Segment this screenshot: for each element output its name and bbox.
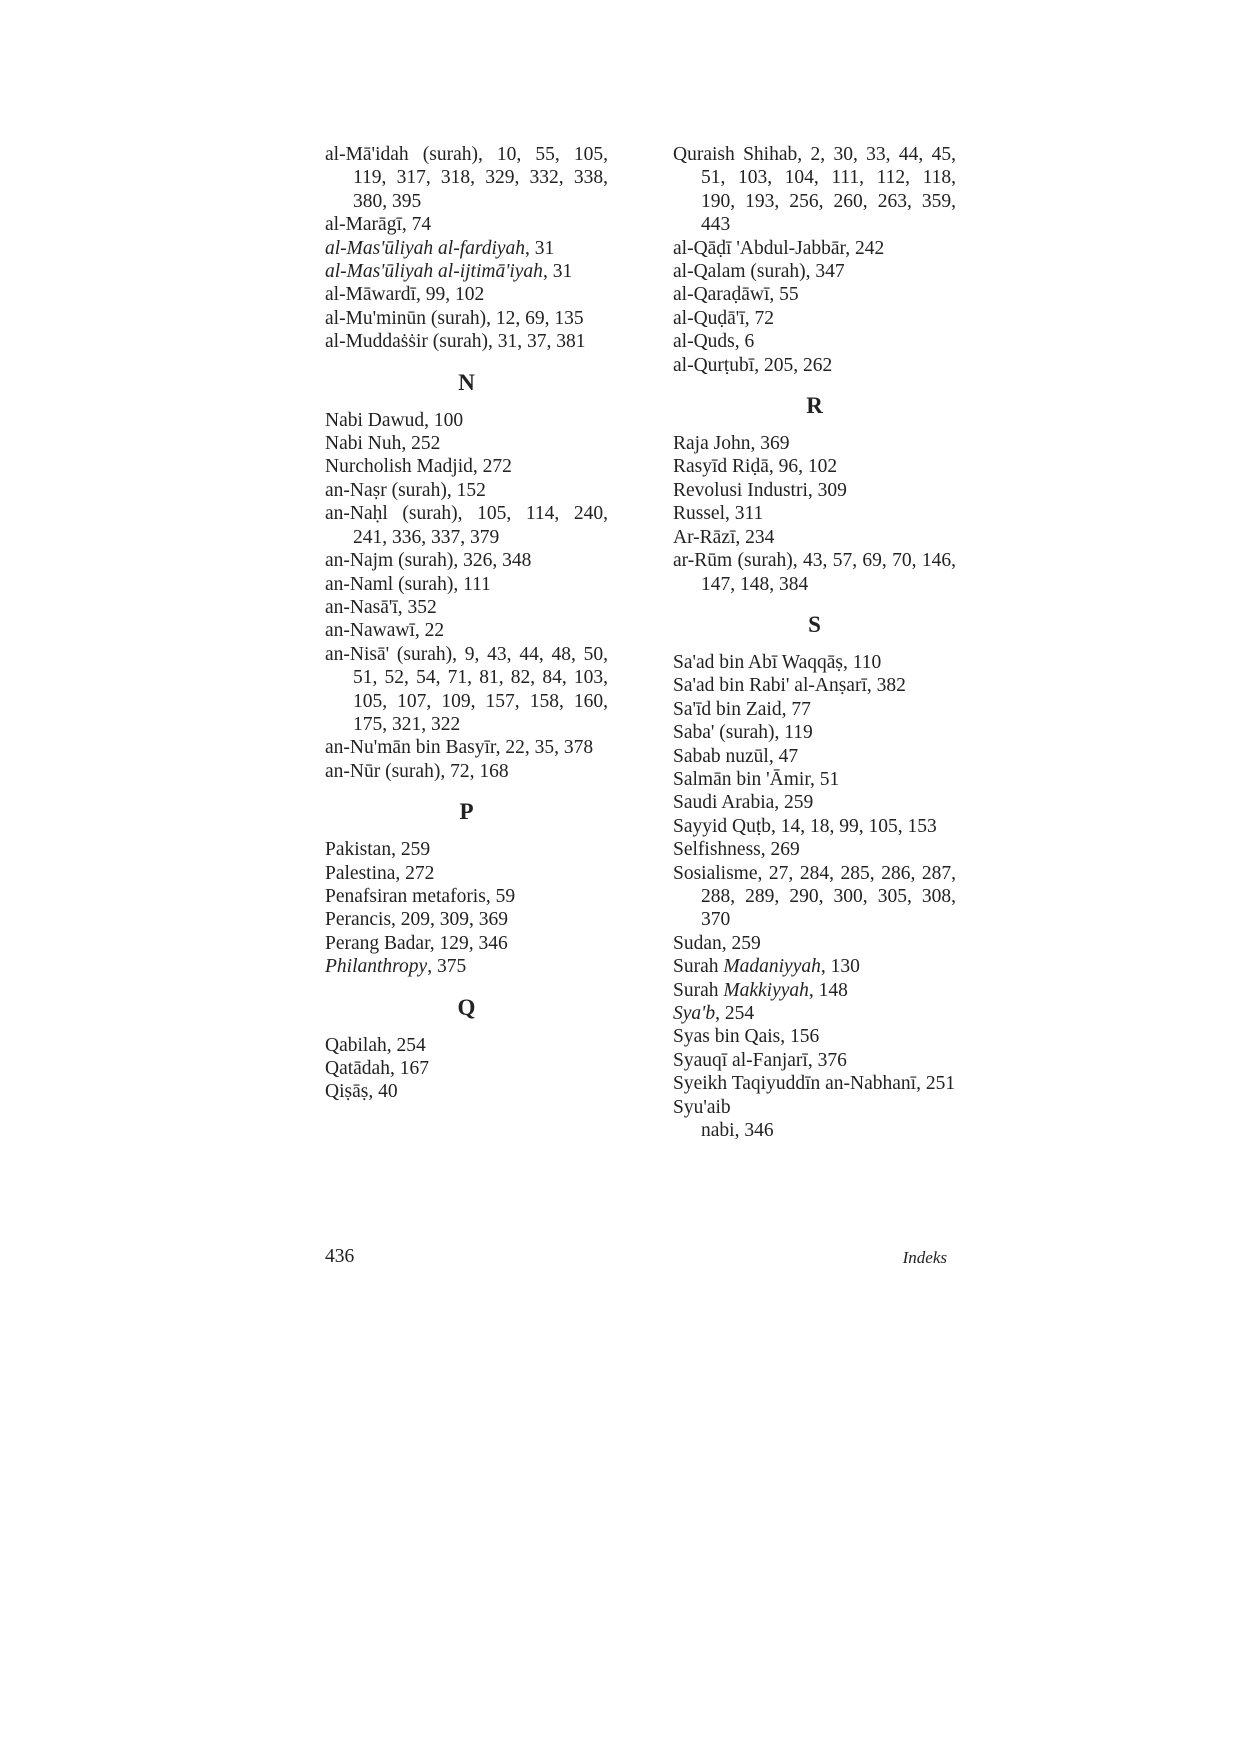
index-entry: an-Naḥl (surah), 105, 114, 240, 241, 336, 337, 379 xyxy=(325,503,608,548)
index-entry xyxy=(673,1002,956,1025)
entry-group-r xyxy=(673,432,956,596)
index-entry xyxy=(673,955,956,978)
index-entry: Quraish Shihab, 2, 30, 33, 44, 45, 51, 103, 104, 111, 112, 118, 190, 193, 256, 260, 263, 359, 443 xyxy=(673,144,956,236)
index-entry: an-Naml (surah), 111 xyxy=(325,573,491,595)
section-letter-r: R xyxy=(806,393,823,419)
index-entry: Qabilah, 254 xyxy=(325,1034,426,1056)
index-entry: Raja John, 369 xyxy=(673,433,790,455)
index-pages: , 31 xyxy=(542,261,573,283)
index-entry: al-Mā'idah (surah), 10, 55, 105, 119, 317, 318, 329, 332, 338, 380, 395 xyxy=(325,144,608,212)
index-entry: an-Naṣr (surah), 152 xyxy=(325,479,486,501)
index-entry: Sa'ad bin Abī Waqqāṣ, 110 xyxy=(673,651,882,673)
index-entry: al-Quds, 6 xyxy=(673,331,755,353)
index-entry: Qiṣāṣ, 40 xyxy=(325,1081,398,1103)
index-entry: Saudi Arabia, 259 xyxy=(673,792,814,814)
index-entry: Perang Badar, 129, 346 xyxy=(325,932,508,954)
index-entry: Rasyīd Riḍā, 96, 102 xyxy=(673,456,838,478)
section-letter-s: S xyxy=(808,611,821,637)
index-entry: Pakistan, 259 xyxy=(325,839,431,861)
entry-group-top xyxy=(673,143,956,377)
index-entry: Perancis, 209, 309, 369 xyxy=(325,909,509,931)
index-entry xyxy=(325,260,608,283)
index-column-right xyxy=(673,143,956,1142)
index-entry: an-Nawawī, 22 xyxy=(325,620,445,642)
index-entry: Nabi Nuh, 252 xyxy=(325,433,441,455)
index-entry: Salmān bin 'Āmir, 51 xyxy=(673,768,840,790)
index-entry: al-Māwardī, 99, 102 xyxy=(325,284,485,306)
index-term-italic: Madaniyyah xyxy=(723,956,821,978)
index-entry: Syu'aib xyxy=(673,1096,731,1118)
index-entry: al-Mu'minūn (surah), 12, 69, 135 xyxy=(325,307,584,329)
index-entry: an-Nasā'ī, 352 xyxy=(325,596,437,618)
index-pages: , 130 xyxy=(820,956,860,978)
index-entry: Saba' (surah), 119 xyxy=(673,722,813,744)
entry-group-p xyxy=(325,838,608,978)
index-entry: an-Nūr (surah), 72, 168 xyxy=(325,760,509,782)
entry-group-q xyxy=(325,1034,608,1104)
index-term-italic: al-Mas'ūliyah al-fardiyah xyxy=(325,237,526,259)
index-term-italic: Sya'b xyxy=(673,1003,716,1024)
index-entry: Syauqī al-Fanjarī, 376 xyxy=(673,1049,847,1071)
index-entry: al-Qurṭubī, 205, 262 xyxy=(673,354,833,376)
index-entry: Ar-Rāzī, 234 xyxy=(673,526,775,548)
entry-group-s xyxy=(673,651,956,1143)
index-term-italic: Makkiyyah xyxy=(723,979,809,1001)
index-pages: , 148 xyxy=(808,979,848,1001)
index-column-left xyxy=(325,143,608,1104)
index-entry: Sayyid Quṭb, 14, 18, 99, 105, 153 xyxy=(673,815,937,837)
index-entry: Sa'ad bin Rabi' al-Anṣarī, 382 xyxy=(673,675,906,697)
index-entry: Revolusi Industri, 309 xyxy=(673,479,847,501)
index-entry: an-Nu'mān bin Basyīr, 22, 35, 378 xyxy=(325,737,594,759)
entry-group-top xyxy=(325,143,608,354)
index-entry: Syeikh Taqiyuddīn an-Nabhanī, 251 xyxy=(673,1073,956,1095)
index-entry: Penafsiran metaforis, 59 xyxy=(325,885,516,907)
index-entry: al-Qāḍī 'Abdul-Jabbār, 242 xyxy=(673,237,885,259)
entry-group-n xyxy=(325,409,608,784)
section-letter-n: N xyxy=(458,369,475,395)
index-entry: Nurcholish Madjid, 272 xyxy=(325,456,512,478)
index-pages: , 375 xyxy=(427,956,467,978)
index-entry: Sosialisme, 27, 284, 285, 286, 287, 288, 289, 290, 300, 305, 308, 370 xyxy=(673,862,956,931)
index-entry xyxy=(325,955,608,978)
index-entry: al-Quḍā'ī, 72 xyxy=(673,307,774,329)
index-subentry: nabi, 346 xyxy=(701,1120,774,1142)
index-entry: Syas bin Qais, 156 xyxy=(673,1026,820,1048)
index-entry: Russel, 311 xyxy=(673,503,764,525)
index-entry: ar-Rūm (surah), 43, 57, 69, 70, 146, 147, 148, 384 xyxy=(673,550,956,595)
index-entry: an-Najm (surah), 326, 348 xyxy=(325,550,532,572)
index-entry: al-Qalam (surah), 347 xyxy=(673,261,845,283)
index-entry: al-Qaraḍāwī, 55 xyxy=(673,284,799,306)
index-pages: , 31 xyxy=(525,237,555,259)
index-term-italic: al-Mas'ūliyah al-ijtimā'iyah xyxy=(325,261,543,283)
index-entry: Qatādah, 167 xyxy=(325,1058,429,1079)
index-entry: al-Marāgī, 74 xyxy=(325,214,432,236)
index-entry: Sabab nuzūl, 47 xyxy=(673,745,799,767)
page-number: 436 xyxy=(325,1246,355,1267)
index-entry: Nabi Dawud, 100 xyxy=(325,409,464,431)
section-letter-p: P xyxy=(459,799,474,825)
index-entry: Sudan, 259 xyxy=(673,932,761,954)
index-entry: Sa'īd bin Zaid, 77 xyxy=(673,698,811,720)
index-entry xyxy=(325,237,608,260)
index-term-italic: Philanthropy xyxy=(325,956,428,978)
index-entry: Palestina, 272 xyxy=(325,862,435,884)
index-entry xyxy=(673,979,956,1002)
section-letter-q: Q xyxy=(457,994,476,1020)
index-entry: an-Nisā' (surah), 9, 43, 44, 48, 50, 51, 52, 54, 71, 81, 82, 84, 103, 105, 107, 109, 157, 158, 160, 175, 321, 322 xyxy=(325,643,608,735)
index-prefix: Surah xyxy=(673,956,724,978)
index-entry: al-Muddaṡṡir (surah), 31, 37, 381 xyxy=(325,331,586,353)
index-pages: , 254 xyxy=(715,1003,755,1024)
index-entry: Selfishness, 269 xyxy=(673,839,800,861)
index-prefix: Surah xyxy=(673,979,724,1001)
running-head: Indeks xyxy=(902,1248,947,1267)
